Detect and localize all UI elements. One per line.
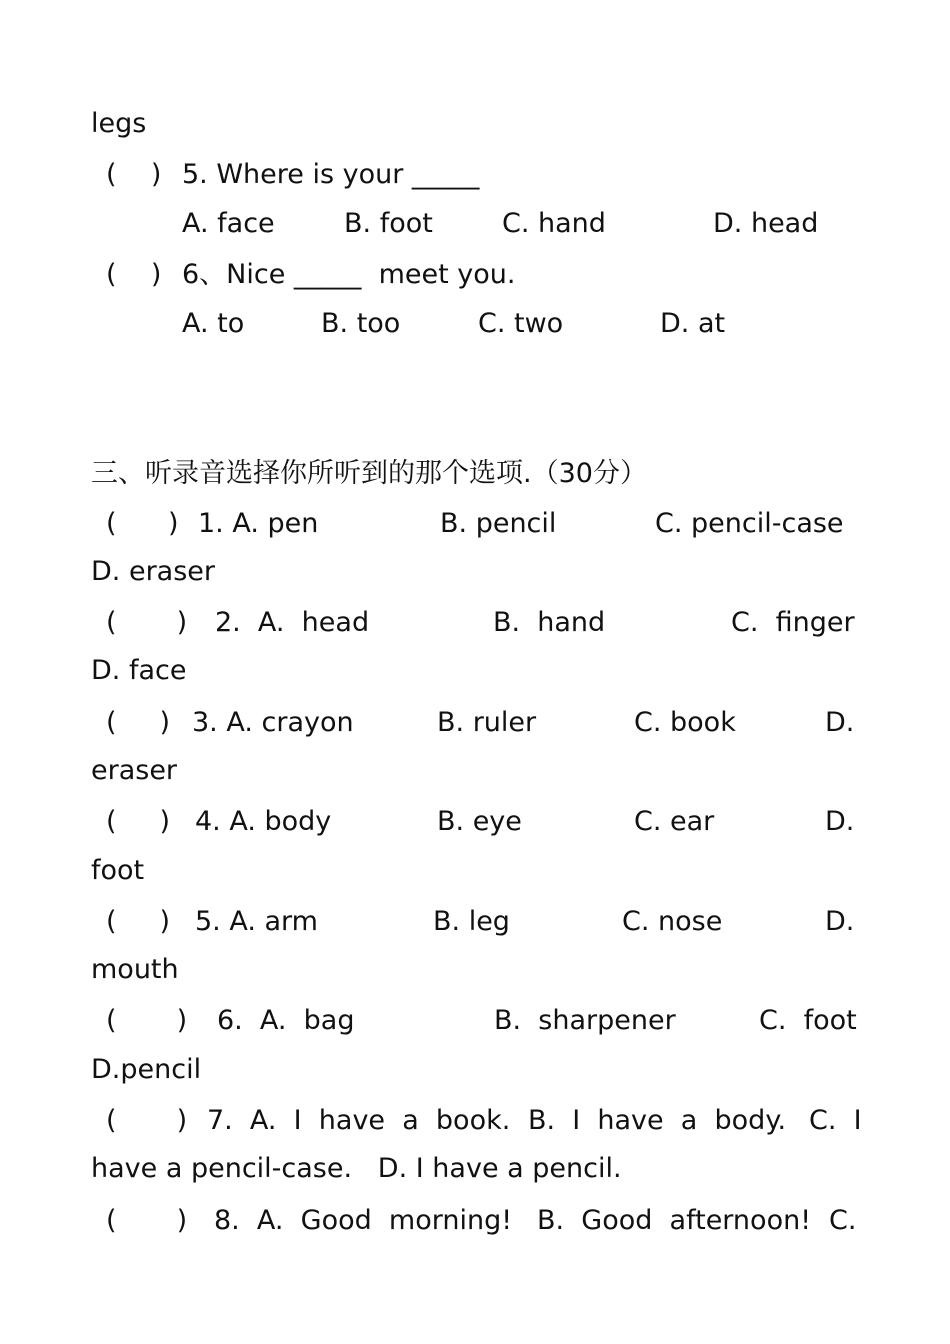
option-b: B. Good afternoon! bbox=[537, 1205, 812, 1236]
option-c: C. book bbox=[634, 707, 736, 738]
section-heading: 三、听录音选择你所听到的那个选项.（30分） bbox=[91, 458, 647, 489]
option-d-text: foot bbox=[91, 855, 145, 886]
option-b: B. sharpener bbox=[494, 1005, 676, 1036]
question-stem: 5. A. arm bbox=[195, 906, 318, 937]
answer-bracket: ( ) bbox=[106, 1005, 188, 1036]
option-d: D.pencil bbox=[91, 1054, 202, 1085]
option-a: A. face bbox=[182, 208, 275, 239]
answer-bracket: ( ) bbox=[106, 607, 188, 638]
answer-bracket: ( ) bbox=[106, 707, 170, 738]
option-d: D. eraser bbox=[91, 556, 215, 587]
option-d-label: D. bbox=[825, 707, 855, 738]
question-stem: 2. A. head bbox=[215, 607, 370, 638]
option-c: C. nose bbox=[622, 906, 723, 937]
answer-bracket: ( ) bbox=[106, 159, 162, 190]
option-b: B. foot bbox=[344, 208, 433, 239]
question-stem: 7. A. I have a book. bbox=[207, 1105, 511, 1136]
option-c: C. two bbox=[478, 308, 564, 339]
previous-option-continuation: legs bbox=[91, 108, 147, 139]
question-stem: 8. A. Good morning! bbox=[214, 1205, 513, 1236]
option-b: B. hand bbox=[493, 607, 606, 638]
option-d: D. at bbox=[660, 308, 726, 339]
question-stem: 6. A. bag bbox=[217, 1005, 355, 1036]
option-b: B. eye bbox=[437, 806, 522, 837]
option-c: C. foot bbox=[759, 1005, 857, 1036]
option-c: C. ear bbox=[634, 806, 715, 837]
answer-bracket: ( ) bbox=[106, 508, 179, 539]
option-c: C. bbox=[829, 1205, 857, 1236]
option-d-text: eraser bbox=[91, 755, 178, 786]
option-c: C. I bbox=[809, 1105, 862, 1136]
option-b: B. I have a body. bbox=[528, 1105, 787, 1136]
option-b: B. ruler bbox=[437, 707, 537, 738]
option-c: C. pencil-case bbox=[655, 508, 844, 539]
answer-bracket: ( ) bbox=[106, 1105, 188, 1136]
question-stem: 3. A. crayon bbox=[192, 707, 354, 738]
option-b: B. leg bbox=[433, 906, 510, 937]
answer-bracket: ( ) bbox=[106, 1205, 188, 1236]
option-a: A. to bbox=[182, 308, 245, 339]
question-stem: 1. A. pen bbox=[198, 508, 319, 539]
option-c: C. hand bbox=[502, 208, 606, 239]
option-d: D. head bbox=[713, 208, 819, 239]
option-d: D. face bbox=[91, 655, 187, 686]
question-stem: 6、Nice _____ meet you. bbox=[182, 259, 516, 290]
option-d-text: mouth bbox=[91, 954, 179, 985]
question-stem: 5. Where is your _____ bbox=[182, 159, 480, 190]
question-continuation: have a pencil-case. D. I have a pencil. bbox=[91, 1153, 622, 1184]
answer-bracket: ( ) bbox=[106, 259, 162, 290]
option-d-label: D. bbox=[825, 806, 855, 837]
question-stem: 4. A. body bbox=[195, 806, 332, 837]
option-b: B. too bbox=[321, 308, 401, 339]
answer-bracket: ( ) bbox=[106, 906, 170, 937]
option-b: B. pencil bbox=[440, 508, 557, 539]
answer-bracket: ( ) bbox=[106, 806, 170, 837]
option-c: C. finger bbox=[731, 607, 855, 638]
option-d-label: D. bbox=[825, 906, 855, 937]
